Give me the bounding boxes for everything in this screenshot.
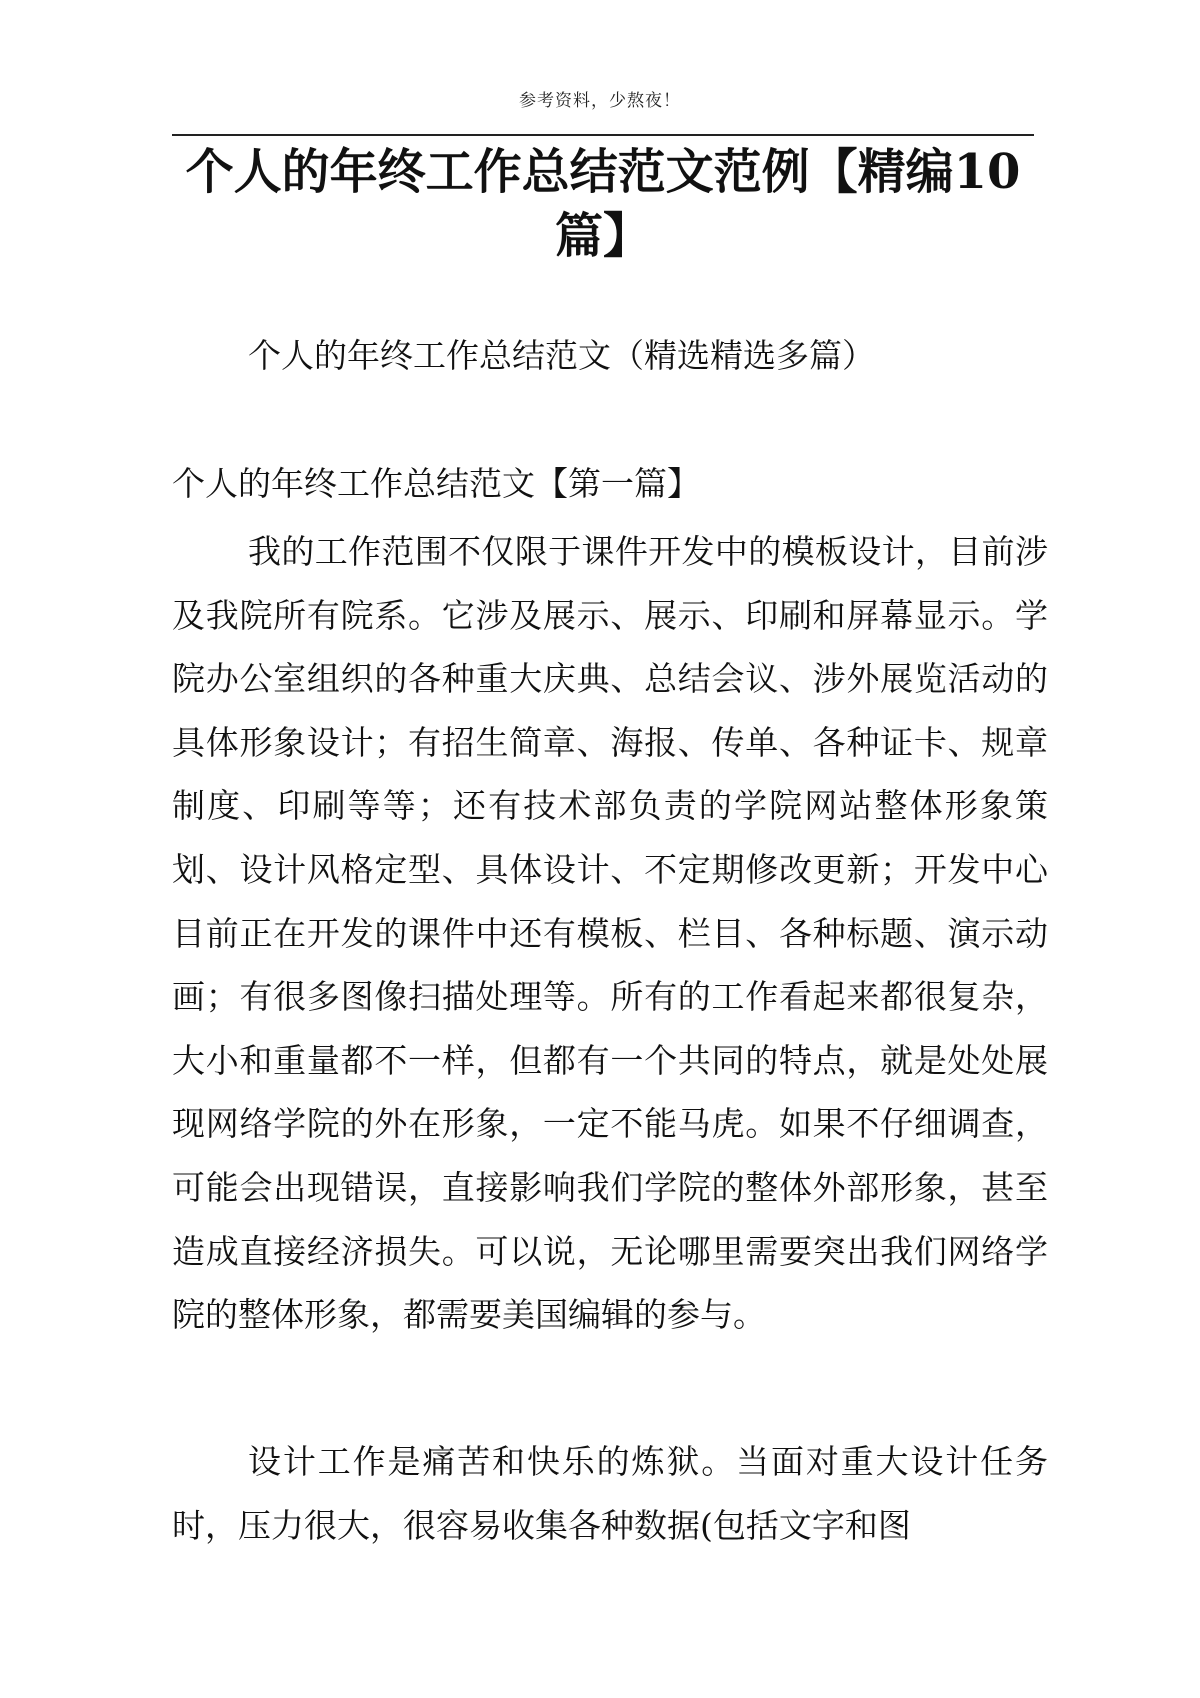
- body-paragraph: 我的工作范围不仅限于课件开发中的模板设计，目前涉及我院所有院系。它涉及展示、展示、印刷和屏幕显示。学院办公室组织的各种重大庆典、总结会议、涉外展览活动的具体形象设计；有招生简章、海报、传单、各种证卡、规章制度、印刷等等；还有技术部负责的学院网站整体形象策划、设计风格定型、具体设计、不定期修改更新；开发中心目前正在开发的课件中还有模板、栏目、各种标题、演示动画；有很多图像扫描处理等。所有的工作看起来都很复杂，大小和重量都不一样，但都有一个共同的特点，就是处处展现网络学院的外在形象，一定不能马虎。如果不仔细调查，可能会出现错误，直接影响我们学院的整体外部形象，甚至造成直接经济损失。可以说，无论哪里需要突出我们网络学院的整体形象，都需要美国编辑的参与。: [172, 532, 1048, 1335]
- section-heading: 个人的年终工作总结范文【第一篇】: [172, 464, 700, 503]
- document-title: 个人的年终工作总结范文范例【精编10篇】: [185, 144, 1021, 264]
- body-paragraph: 设计工作是痛苦和快乐的炼狱。当面对重大设计任务时，压力很大，很容易收集各种数据(包括文字和图: [172, 1442, 1048, 1545]
- header-note: 参考资料，少熬夜！: [519, 91, 681, 111]
- header-divider: [172, 134, 1034, 136]
- document-subtitle: 个人的年终工作总结范文（精选精选多篇）: [248, 336, 875, 375]
